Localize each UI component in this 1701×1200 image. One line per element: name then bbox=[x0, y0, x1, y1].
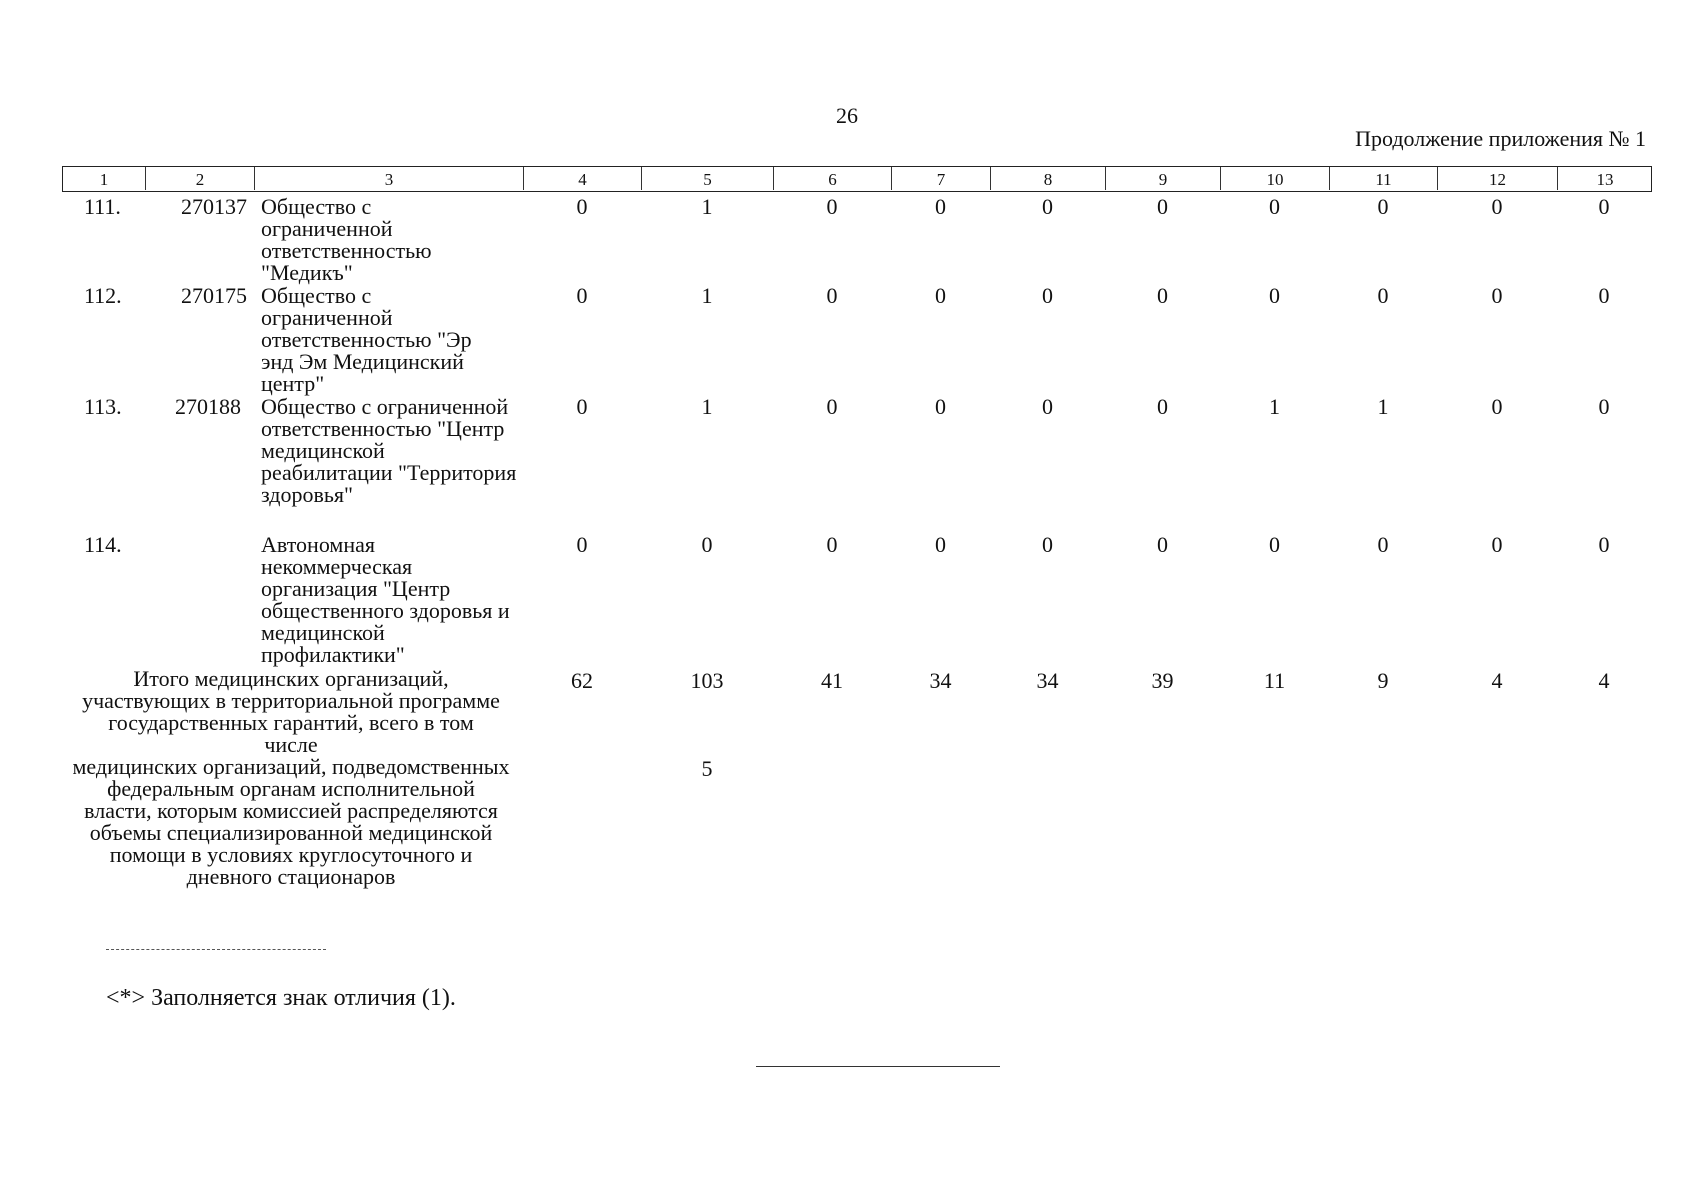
value-col-4: 0 bbox=[576, 194, 588, 219]
value-col-10: 0 bbox=[1269, 194, 1280, 219]
row-number: 114. bbox=[84, 532, 122, 557]
total-label: Итого медицинских организаций, участвующих в территориальной программе государственных гарантий, всего в том числе bbox=[82, 666, 500, 757]
value-col-13: 0 bbox=[1598, 194, 1610, 219]
footnote-separator bbox=[106, 949, 326, 950]
value-col-10: 1 bbox=[1269, 394, 1280, 419]
value-col-4: 0 bbox=[576, 394, 588, 419]
value-col-12: 0 bbox=[1491, 394, 1503, 419]
value-col-5: 1 bbox=[701, 283, 713, 308]
header-col-9: 9 bbox=[1106, 167, 1221, 190]
value-col-6: 0 bbox=[826, 283, 838, 308]
total-col-12: 4 bbox=[1491, 668, 1503, 693]
total-col-5: 103 bbox=[690, 668, 724, 693]
page-number: 26 bbox=[836, 103, 858, 128]
value-col-11: 0 bbox=[1377, 194, 1389, 219]
total-col-7: 34 bbox=[929, 668, 952, 693]
org-name: Общество с ограниченной ответственностью "Медикъ" bbox=[261, 194, 432, 285]
header-col-4: 4 bbox=[524, 167, 642, 190]
value-col-4: 0 bbox=[576, 283, 588, 308]
value-col-12: 0 bbox=[1491, 532, 1503, 557]
value-col-5: 1 bbox=[701, 194, 713, 219]
row-number: 113. bbox=[84, 394, 122, 419]
org-code: 270137 bbox=[181, 194, 247, 219]
header-col-13: 13 bbox=[1596, 170, 1614, 189]
total-col-11: 9 bbox=[1377, 668, 1389, 693]
footnote-text: <*> Заполняется знак отличия (1). bbox=[106, 985, 456, 1011]
header-col-1: 1 bbox=[63, 167, 146, 190]
header-col-11: 11 bbox=[1330, 167, 1438, 190]
value-col-13: 0 bbox=[1598, 532, 1610, 557]
value-col-6: 0 bbox=[826, 532, 838, 557]
value-col-5: 1 bbox=[701, 394, 713, 419]
value-col-10: 0 bbox=[1269, 532, 1280, 557]
value-col-6: 0 bbox=[826, 194, 838, 219]
header-col-2: 2 bbox=[146, 167, 255, 190]
value-col-9: 0 bbox=[1157, 194, 1168, 219]
value-col-12: 0 bbox=[1491, 194, 1503, 219]
org-code: 270188 bbox=[175, 394, 241, 419]
value-col-7: 0 bbox=[935, 283, 946, 308]
value-col-6: 0 bbox=[826, 394, 838, 419]
header-col-3: 3 bbox=[255, 167, 524, 190]
total-col-10: 11 bbox=[1263, 668, 1286, 693]
header-col-12: 12 bbox=[1438, 167, 1558, 190]
value-col-4: 0 bbox=[576, 532, 588, 557]
total-col-13: 4 bbox=[1598, 668, 1610, 693]
value-col-12: 0 bbox=[1491, 283, 1503, 308]
federal-col-5: 5 bbox=[701, 756, 713, 781]
value-col-11: 1 bbox=[1377, 394, 1389, 419]
total-col-4: 62 bbox=[571, 668, 593, 693]
value-col-8: 0 bbox=[1042, 532, 1053, 557]
value-col-8: 0 bbox=[1042, 194, 1053, 219]
header-col-7: 7 bbox=[892, 167, 991, 190]
value-col-7: 0 bbox=[935, 394, 946, 419]
value-col-5: 0 bbox=[701, 532, 713, 557]
federal-label: медицинских организаций, подведомственных федеральным органам исполнительной власти, которым комиссией распределяются объемы специализированной медицинской помощи в условиях круглосуточного и дневного стационаров bbox=[72, 754, 510, 889]
total-col-8: 34 bbox=[1036, 668, 1059, 693]
value-col-11: 0 bbox=[1377, 283, 1389, 308]
value-col-13: 0 bbox=[1598, 394, 1610, 419]
header-col-10: 10 bbox=[1221, 167, 1330, 190]
org-name: Общество с ограниченной ответственностью "Эр энд Эм Медицинский центр" bbox=[261, 283, 472, 396]
continuation-caption: Продолжение приложения № 1 bbox=[1355, 126, 1646, 151]
total-col-6: 41 bbox=[821, 668, 843, 693]
org-name: Автономная некоммерческая организация "Центр общественного здоровья и медицинской профилактики" bbox=[261, 532, 510, 667]
header-col-6: 6 bbox=[774, 167, 892, 190]
org-code: 270175 bbox=[181, 283, 247, 308]
org-name: Общество с ограниченной ответственностью "Центр медицинской реабилитации "Территория здоровья" bbox=[261, 394, 517, 507]
header-col-5: 5 bbox=[642, 167, 774, 190]
table-header-row bbox=[62, 166, 1652, 192]
header-col-8: 8 bbox=[991, 167, 1106, 190]
value-col-13: 0 bbox=[1598, 283, 1610, 308]
value-col-9: 0 bbox=[1157, 394, 1168, 419]
value-col-8: 0 bbox=[1042, 394, 1053, 419]
value-col-7: 0 bbox=[935, 194, 946, 219]
value-col-9: 0 bbox=[1157, 532, 1168, 557]
value-col-10: 0 bbox=[1269, 283, 1280, 308]
total-col-9: 39 bbox=[1151, 668, 1174, 693]
row-number: 111. bbox=[84, 194, 121, 219]
value-col-7: 0 bbox=[935, 532, 946, 557]
end-of-document-line bbox=[756, 1066, 1000, 1067]
value-col-8: 0 bbox=[1042, 283, 1053, 308]
value-col-9: 0 bbox=[1157, 283, 1168, 308]
value-col-11: 0 bbox=[1377, 532, 1389, 557]
row-number: 112. bbox=[84, 283, 122, 308]
